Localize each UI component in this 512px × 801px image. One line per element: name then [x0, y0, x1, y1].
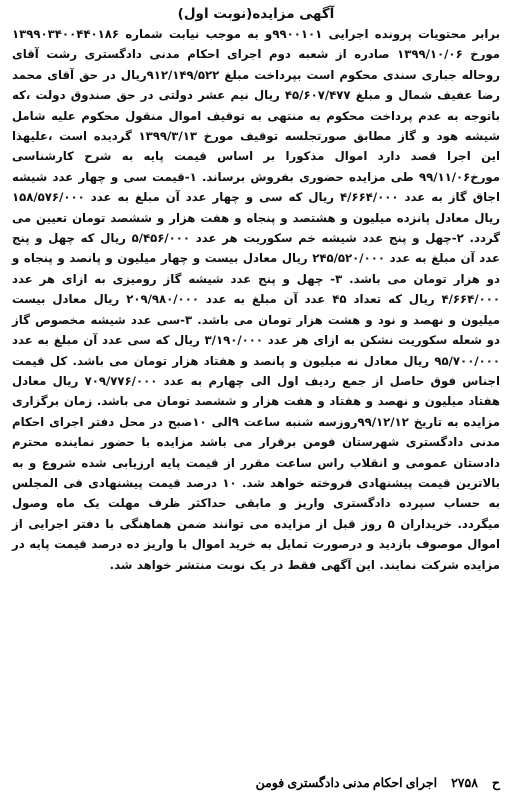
footer-issuer: اجرای احکام مدنی دادگستری فومن: [255, 776, 438, 790]
notice-body-paragraph: برابر محتویات پرونده اجرایی ۹۹۰۰۱۰۱و به موجب نیابت شماره ۱۳۹۹۰۳۴۰۰۴۴۰۱۸۶ مورخ ۱۳۹۹/۱۰/۰۶ صادره از شعبه دوم اجرای احکام مدنی دادگستری رشت آقای روحاله جباری سندی محکوم است بپرداخت مبلغ ۹۱۲/۱۴۹/۵۲۲ریال در حق آقای محمد رضا عفیف شمال و مبلغ ۴۵/۶۰۷/۴۷۷ ریال نیم عشر دولتی در حق صندوق دولت ،که باتوجه به عدم پرداخت محکوم به منتهی به توقیف اموال منقول محکوم علیه شامل شیشه هود و گاز مطابق صورتجلسه توقیف مورخ ۱۳۹۹/۳/۱۳ گردیده است ،علیهذا این اجرا قصد دارد اموال مذکورا بر اساس قیمت پایه به شرح کارشناسی مورخ۹۹/۱۱/۰۶ طی مزایده حضوری بفروش برساند. ۱-قیمت سی و چهار عدد شیشه اجاق گاز به عدد ۴/۶۶۴/۰۰۰ ریال که سی و چهار عدد آن مبلغ به عدد ۱۵۸/۵۷۶/۰۰۰ ریال معادل پانزده میلیون و هشتصد و پنجاه و هفت هزار و ششصد تومان تعیین می گردد. ۲-چهل و پنج عدد شیشه خم سکوریت هر عدد ۵/۴۵۶/۰۰۰ ریال که چهل و پنج عدد آن مبلغ به عدد ۲۴۵/۵۲۰/۰۰۰ ریال معادل بیست و چهار میلیون و پانصد و پنجاه و دو هزار تومان می باشد. ۳- چهل و پنج عدد شیشه گاز رومیزی به ازای هر عدد ۴/۶۶۴/۰۰۰ ریال که تعداد ۴۵ عدد آن مبلغ به عدد ۲۰۹/۹۸۰/۰۰۰ ریال معادل بیست میلیون و نهصد و نود و هشت هزار تومان می باشد. ۳-سی عدد شیشه مخصوص گاز دو شعله سکوریت نشکن به ازای هر عدد ۳/۱۹۰/۰۰۰ ریال که سی عدد آن مبلغ به عدد ۹۵/۷۰۰/۰۰۰ ریال معادل نه میلیون و پانصد و هفتاد هزار تومان می باشد. کل قیمت اجناس فوق حاصل از جمع ردیف اول الی چهارم به عدد ۷۰۹/۷۷۶/۰۰۰ ریال معادل هفتاد میلیون و نهصد و هفتاد و هفت هزار و ششصد تومان می باشد. زمان برگزاری مزایده به تاریخ ۹۹/۱۲/۱۲روزسه شنبه ساعت ۹الی ۱۰صبح در محل دفتر اجرای احکام مدنی دادگستری شهرستان فومن برقرار می باشد مزایده با حضور نماینده محترم دادستان عمومی و انقلاب راس ساعت مقرر از قیمت پایه ارزیابی شده شروع و به بالاترین قیمت پیشنهادی فروخته خواهد شد. ۱۰ درصد قیمت پیشنهادی فی المجلس به حساب سپرده دادگستری واریز و مابقی حداکثر ظرف مهلت یک ماه وصول میگردد. خریداران ۵ روز قبل از مزایده می توانند ضمن هماهنگی با دفتر اجرایی از اموال موصوف بازدید و درصورت تمایل به خرید اموال با واریز ده درصد قیمت پایه در مزایده شرکت نمایند. این آگهی فقط در یک نوبت منتشر خواهد شد.: [12, 27, 501, 572]
notice-footer: [12, 773, 500, 793]
notice-title: آگهی مزایده(نوبت اول): [177, 6, 335, 22]
footer-code-number: ۲۷۵۸: [451, 776, 478, 790]
footer-code-letter: ح: [491, 776, 500, 790]
